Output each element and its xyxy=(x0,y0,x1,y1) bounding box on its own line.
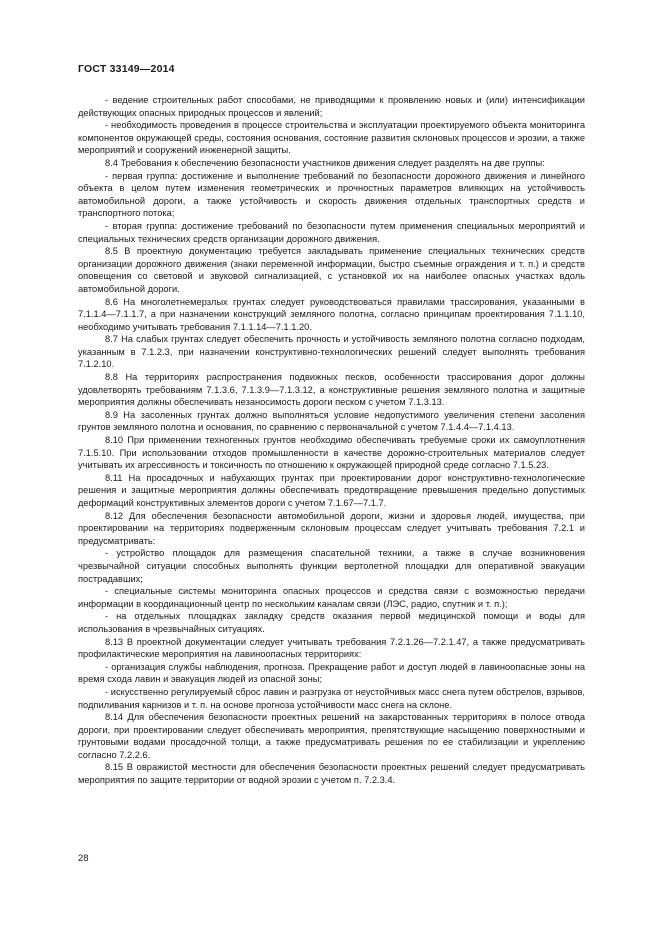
paragraph: 8.10 При применении техногенных грунтов необходимо обеспечивать требуемые сроки их самоуплотнения 7.1.5.10. При использовании отходов промышленности в качестве дорожно-строительных материалов следует учитывать их агрессивность и токсичность по отношению к окружающей природной среде согласно 7.1.5.23. xyxy=(78,435,585,471)
paragraph: - ведение строительных работ способами, не приводящими к проявлению новых и (или) интенсификации действующих опасных природных процессов и явлений; xyxy=(78,95,585,118)
page-number: 28 xyxy=(78,853,89,864)
paragraph: 8.14 Для обеспечения безопасности проектных решений на закарстованных территориях в полосе отвода дороги, при проектировании следует обеспечивать мероприятия, препятствующие насыщению поверхностными и грунтовыми водами просадочной толщи, а также предусматривать решения по ее стабилизации и укреплению согласно 7.2.2.6. xyxy=(78,712,585,760)
paragraph: 8.4 Требования к обеспечению безопасности участников движения следует разделять на две группы: xyxy=(105,157,545,168)
paragraph: - первая группа: достижение и выполнение требований по безопасности дорожного движения и линейного объекта в целом путем изменения геометрических и прочностных параметров влияющих на устойчивость автомобильной дороги, а также устойчивость и скорость движения отдельных транспортных средств и транспортного потока; xyxy=(78,170,585,219)
paragraph: - вторая группа: достижение требований по безопасности путем применения специальных мероприятий и специальных технических средств организации дорожного движения. xyxy=(78,220,585,244)
paragraph: - на отдельных площадках закладку средств оказания первой медицинской помощи и воды для использования в чрезвычайных ситуациях. xyxy=(78,611,585,634)
paragraph: - организация службы наблюдения, прогноза. Прекращение работ и доступ людей в лавиноопасные зоны на время схода лавин и эвакуация людей из опасной зоны; xyxy=(78,661,585,685)
paragraph: 8.6 На многолетнемерзлых грунтах следует руководствоваться правилами трассирования, указанными в 7.1.1.4—7.1.1.7, а при назначении конструкций земляного полотна, согласно принципам проектирования 7.1.1.10, необходимо учитывать требования 7.1.1.14—7.1.1.20. xyxy=(78,296,585,332)
paragraph: 8.5 В проектную документацию требуется закладывать применение специальных технических средств организации дорожного движения (знаки переменной информации, быстро съемные ограждения и т. п.) и средств оповещения со световой и звуковой сигнализацией, с установкой их на наиболее опасных участках вдоль автомобильной дороги. xyxy=(78,246,585,294)
document-id: ГОСТ 33149—2014 xyxy=(78,63,175,75)
paragraph: - необходимость проведения в процессе строительства и эксплуатации проектируемого объекта мониторинга компонентов окружающей среды, состояния основания, состояние развития склоновых процессов и эрозии, а также мероприятий и сооружений инженерной защиты. xyxy=(78,120,585,156)
paragraph: - искусственно регулируемый сброс лавин и разгрузка от неустойчивых масс снега путем обстрелов, взрывов, подпиливания карнизов и т. п. на основе прогноза устойчивости масс снега на склоне. xyxy=(78,686,585,710)
paragraph: 8.9 На засоленных грунтах должно выполняться условие недопустимого увеличения степени засоления грунтов земляного полотна и основания, по сравнению с первоначальной с учетом 7.1.4.4—7.1.4.13. xyxy=(78,409,585,433)
paragraph: - специальные системы мониторинга опасных процессов и средства связи с возможностью передачи информации в координационный центр по нескольким каналам связи (ЛЭС, радио, спутник и т. п.); xyxy=(78,586,585,609)
paragraph: 8.11 На просадочных и набухающих грунтах при проектировании дорог конструктивно-технологические решения и защитные мероприятия должны обеспечивать предотвращение превышения предельно допустимых деформаций конструктивных элементов дороги с учетом 7.1.67—7.1.7. xyxy=(78,472,585,508)
paragraph: 8.13 В проектной документации следует учитывать требования 7.2.1.26—7.2.1.47, а также предусматривать профилактические мероприятия на лавиноопасных территориях: xyxy=(78,636,585,660)
paragraph: 8.15 В овражистой местности для обеспечения безопасности проектных решений следует предусматривать мероприятия по защите территории от водной эрозии с учетом п. 7.2.3.4. xyxy=(78,762,585,786)
paragraph: 8.12 Для обеспечения безопасности автомобильной дороги, жизни и здоровья людей, имущества, при проектировании на территориях подверженным склоновым процессам следует учитывать требования 7.2.1 и предусматривать: xyxy=(78,510,585,546)
paragraph: 8.7 На слабых грунтах следует обеспечить прочность и устойчивость земляного полотна согласно подходам, указанным в 7.1.2.3, при назначении конструктивно-технологических решений следует выполнять требования 7.1.2.10. xyxy=(78,334,585,370)
paragraph: - устройство площадок для размещения спасательной техники, а также в случае возникновения чрезвычайной ситуации способных выполнять функции вертолетной площадки для оперативной эвакуации пострадавших; xyxy=(78,548,585,584)
body-text xyxy=(78,94,585,787)
paragraph: 8.8 На территориях распространения подвижных песков, особенности трассирования дорог должны удовлетворять требованиям 7.1.3.6, 7.1.3.9—7.1.3.12, а конструктивные решения земляного полотна и защитные мероприятия должны обеспечивать незаносимость дороги песком с учетом 7.1.3.13. xyxy=(78,372,585,408)
